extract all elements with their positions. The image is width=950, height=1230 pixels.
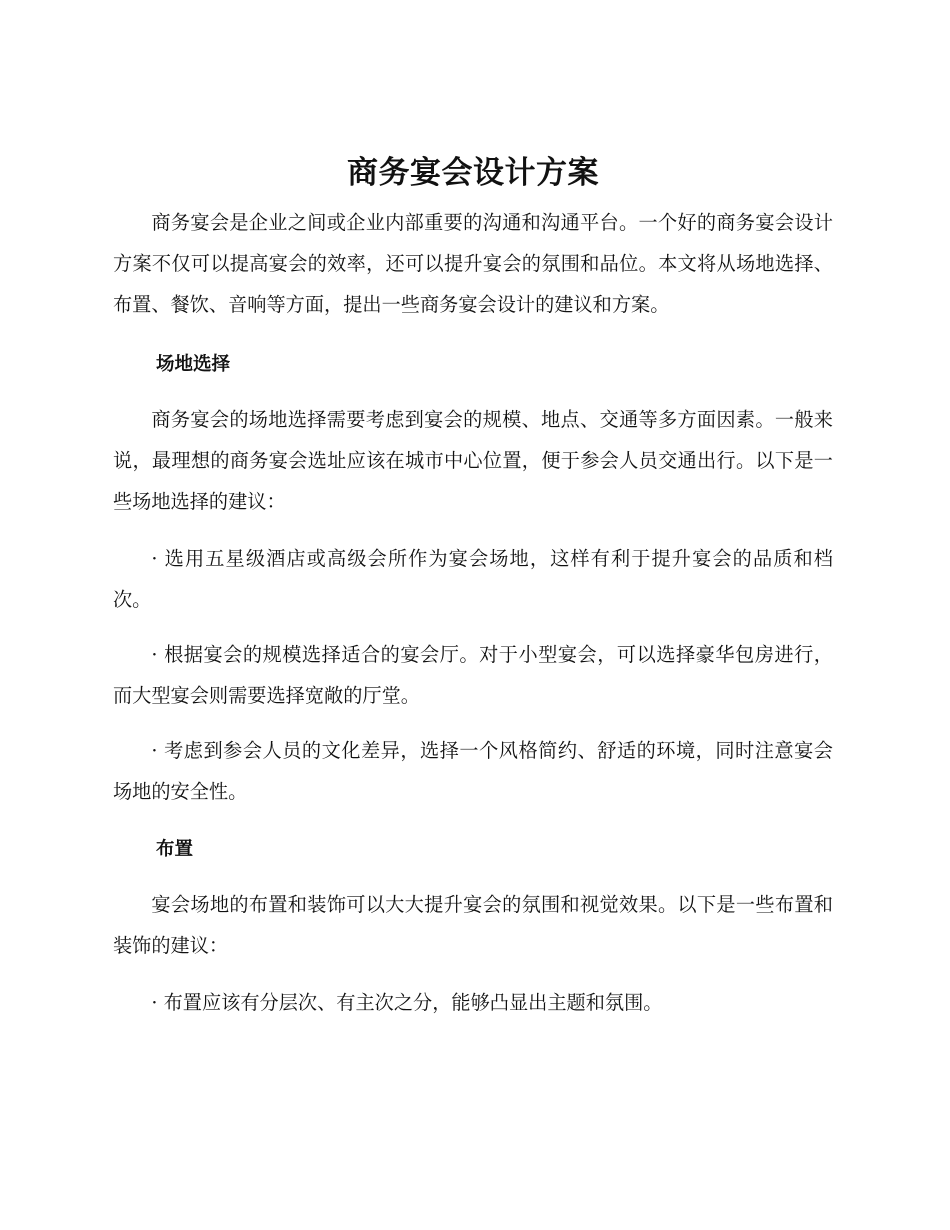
- bullet-item: · 根据宴会的规模选择适合的宴会厅。对于小型宴会，可以选择豪华包房进行，而大型宴会则需要选择宽敞的厅堂。: [113, 643, 833, 707]
- section-venue: [113, 341, 833, 812]
- intro-paragraph: 商务宴会是企业之间或企业内部重要的沟通和沟通平台。一个好的商务宴会设计方案不仅可以提高宴会的效率，还可以提升宴会的氛围和品位。本文将从场地选择、布置、餐饮、音响等方面，提出一些商务宴会设计的建议和方案。: [113, 211, 833, 316]
- document-title: 商务宴会设计方案: [347, 155, 599, 191]
- bullet-item: · 考虑到参会人员的文化差异，选择一个风格简约、舒适的环境，同时注意宴会场地的安全性。: [113, 739, 833, 803]
- section-heading: 布置: [156, 839, 194, 860]
- section-heading: 场地选择: [156, 354, 231, 375]
- bullet-item: · 选用五星级酒店或高级会所作为宴会场地，这样有利于提升宴会的品质和档次。: [113, 547, 833, 611]
- section-layout: [113, 826, 833, 1023]
- section-paragraph: 宴会场地的布置和装饰可以大大提升宴会的氛围和视觉效果。以下是一些布置和装饰的建议：: [113, 893, 833, 957]
- bullet-item: · 布置应该有分层次、有主次之分，能够凸显出主题和氛围。: [151, 991, 663, 1014]
- document-body: [113, 150, 833, 1037]
- section-paragraph: 商务宴会的场地选择需要考虑到宴会的规模、地点、交通等多方面因素。一般来说，最理想的商务宴会选址应该在城市中心位置，便于参会人员交通出行。以下是一些场地选择的建议：: [113, 408, 833, 513]
